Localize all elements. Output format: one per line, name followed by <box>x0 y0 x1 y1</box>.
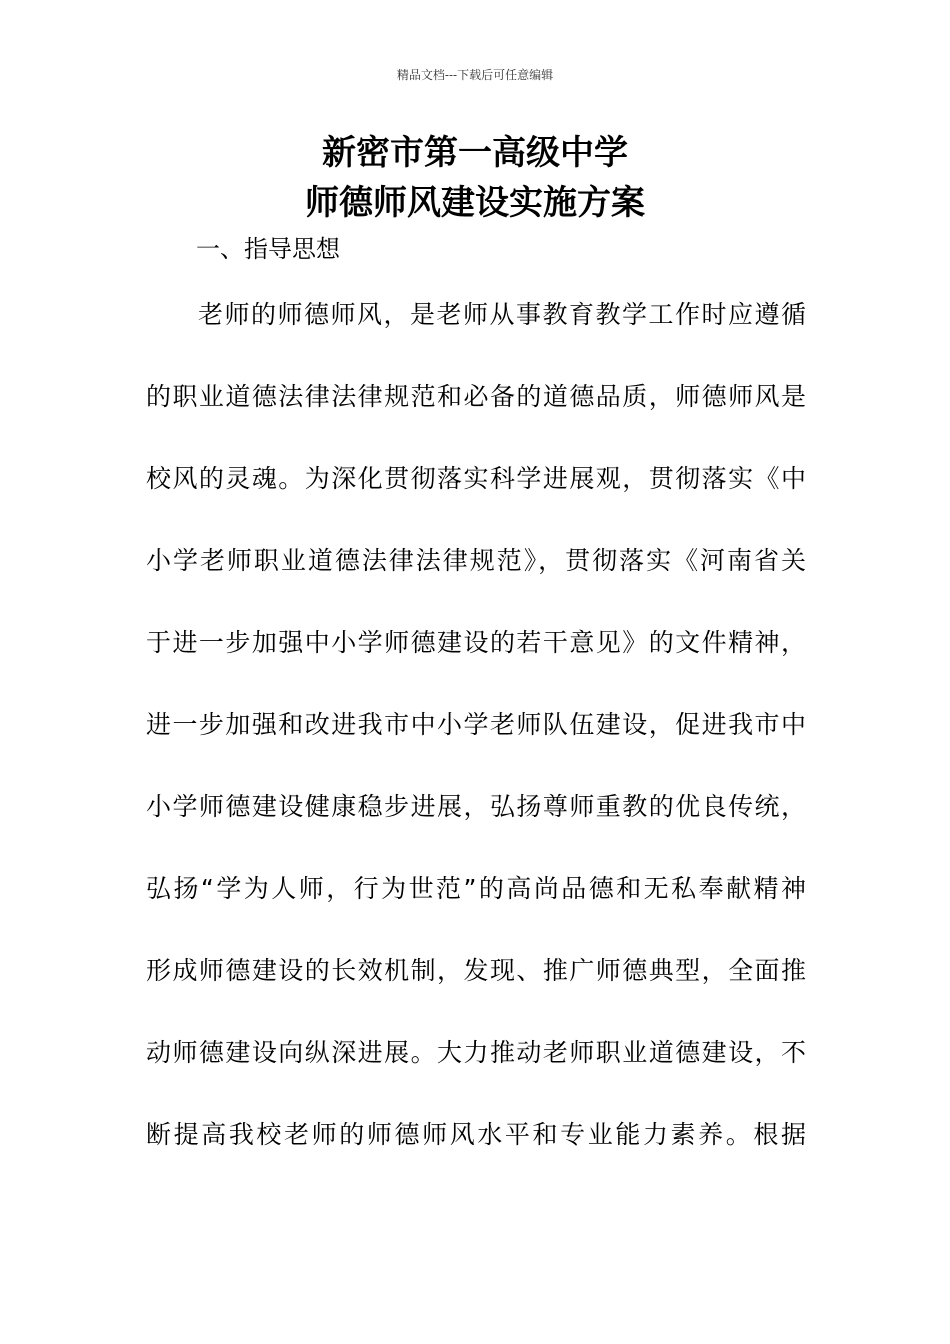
page-header-note: 精品文档---下载后可任意编辑 <box>396 68 554 82</box>
body-line: 小学师德建设健康稳步进展，弘扬尊师重教的优良传统， <box>146 792 806 821</box>
title-line-school: 新密市第一高级中学 <box>322 133 628 173</box>
body-line: 小学老师职业道德法律法律规范》，贯彻落实《河南省关 <box>146 546 806 575</box>
body-line: 老师的师德师风，是老师从事教育教学工作时应遵循 <box>198 300 806 329</box>
body-line: 于进一步加强中小学师德建设的若干意见》的文件精神， <box>146 628 806 657</box>
body-line: 动师德建设向纵深进展。大力推动老师职业道德建设，不 <box>146 1038 806 1067</box>
body-line: 断提高我校老师的师德师风水平和专业能力素养。根据 <box>146 1120 806 1149</box>
body-line: 形成师德建设的长效机制，发现、推广师德典型，全面推 <box>146 956 806 985</box>
title-line-plan: 师德师风建设实施方案 <box>305 183 645 223</box>
body-paragraph <box>146 293 806 1195</box>
body-line: 弘扬“学为人师，行为世范”的高尚品德和无私奉献精神 <box>146 874 806 903</box>
body-line: 校风的灵魂。为深化贯彻落实科学进展观，贯彻落实《中 <box>146 464 806 493</box>
section-heading-guiding-ideology: 一、指导思想 <box>196 235 340 263</box>
body-line: 进一步加强和改进我市中小学老师队伍建设，促进我市中 <box>146 710 806 739</box>
body-line: 的职业道德法律法律规范和必备的道德品质，师德师风是 <box>146 382 806 411</box>
document-title <box>0 128 950 228</box>
